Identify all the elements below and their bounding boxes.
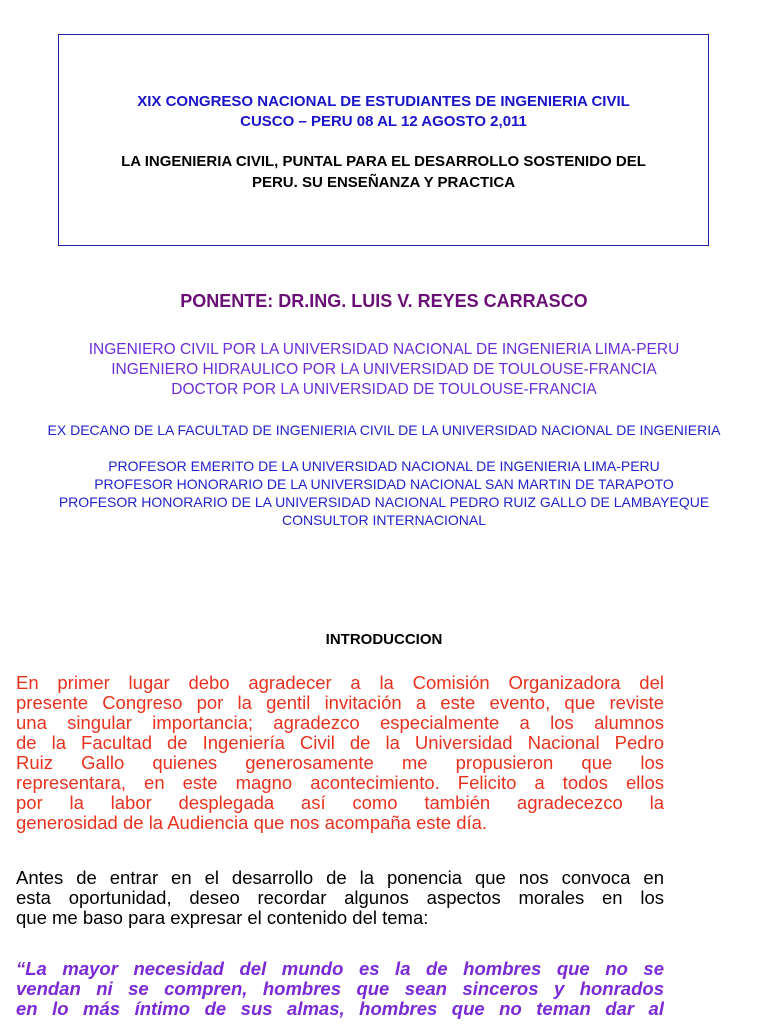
position-consultant: CONSULTOR INTERNACIONAL [281, 512, 487, 528]
paragraph-line: esta oportunidad, deseo recordar algunos aspectos morales en los [16, 888, 664, 908]
paragraph-line: una singular importancia; agradezco especialmente a los alumnos [16, 713, 664, 733]
degree-civil: INGENIERO CIVIL POR LA UNIVERSIDAD NACIONAL DE INGENIERIA LIMA-PERU [88, 341, 680, 358]
paragraph-line: En primer lugar debo agradecer a la Comisión Organizadora del [16, 673, 664, 693]
introduction-heading: INTRODUCCION [325, 631, 443, 648]
degree-hydraulic: INGENIERO HIDRAULICO POR LA UNIVERSIDAD DE TOULOUSE-FRANCIA [111, 361, 657, 378]
position-honorary-lambayeque: PROFESOR HONORARIO DE LA UNIVERSIDAD NACIONAL PEDRO RUIZ GALLO DE LAMBAYEQUE [58, 494, 710, 510]
degree-doctor: DOCTOR POR LA UNIVERSIDAD DE TOULOUSE-FRANCIA [171, 381, 597, 398]
moral-aspects-paragraph [16, 868, 664, 928]
position-honorary-tarapoto: PROFESOR HONORARIO DE LA UNIVERSIDAD NACIONAL SAN MARTIN DE TARAPOTO [94, 476, 674, 492]
paragraph-line: Antes de entrar en el desarrollo de la ponencia que nos convoca en [16, 868, 664, 888]
paragraph-line: representara, en este magno acontecimiento. Felicito a todos ellos [16, 773, 664, 793]
quote-paragraph [16, 959, 664, 1019]
paragraph-line: generosidad de la Audiencia que nos acompaña este día. [16, 813, 488, 833]
thanks-paragraph [16, 673, 664, 833]
congress-title: XIX CONGRESO NACIONAL DE ESTUDIANTES DE INGENIERIA CIVIL [137, 93, 630, 110]
quote-line: vendan ni se compren, hombres que sean sinceros y honrados [16, 979, 664, 999]
theme-title-line1: LA INGENIERIA CIVIL, PUNTAL PARA EL DESARROLLO SOSTENIDO DEL [121, 153, 646, 170]
quote-line: en lo más íntimo de sus almas, hombres que no teman dar al [16, 999, 664, 1019]
paragraph-line: Ruiz Gallo quienes generosamente me propusieron que los [16, 753, 664, 773]
paragraph-line: presente Congreso por la gentil invitación a este evento, que reviste [16, 693, 664, 713]
title-box [58, 34, 709, 246]
former-dean: EX DECANO DE LA FACULTAD DE INGENIERIA CIVIL DE LA UNIVERSIDAD NACIONAL DE INGENIERIA [47, 422, 721, 438]
congress-location-date: CUSCO – PERU 08 AL 12 AGOSTO 2,011 [240, 113, 527, 130]
speaker-name: PONENTE: DR.ING. LUIS V. REYES CARRASCO [180, 291, 588, 311]
theme-title-line2: PERU. SU ENSEÑANZA Y PRACTICA [251, 174, 516, 191]
paragraph-line: por la labor desplegada así como también agradecezco la [16, 793, 664, 813]
position-emeritus: PROFESOR EMERITO DE LA UNIVERSIDAD NACIONAL DE INGENIERIA LIMA-PERU [108, 458, 660, 474]
quote-line: “La mayor necesidad del mundo es la de hombres que no se [16, 959, 664, 979]
paragraph-line: de la Facultad de Ingeniería Civil de la Universidad Nacional Pedro [16, 733, 664, 753]
paragraph-line: que me baso para expresar el contenido del tema: [16, 908, 429, 928]
